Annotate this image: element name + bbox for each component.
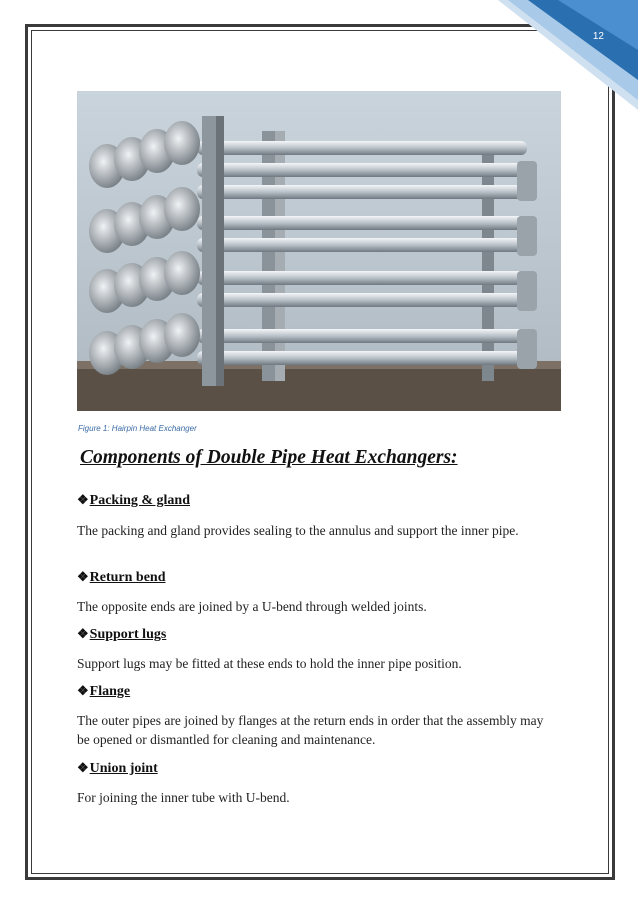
section-title-support-lugs: ❖Support lugs (77, 626, 167, 642)
page-number: 12 (592, 31, 604, 42)
section-title-return-bend: ❖Return bend (77, 569, 166, 585)
diamond-bullet-icon: ❖ (77, 626, 89, 641)
section-heading: Components of Double Pipe Heat Exchangers: (80, 447, 458, 468)
diamond-bullet-icon: ❖ (77, 760, 89, 775)
figure-caption: Figure 1: Hairpin Heat Exchanger (78, 424, 197, 433)
diamond-bullet-icon: ❖ (77, 569, 89, 584)
section-title-flange: ❖Flange (77, 683, 131, 699)
section-body-union-joint: For joining the inner tube with U-bend. (77, 790, 290, 805)
section-body-packing-gland: The packing and gland provides sealing to the annulus and support the inner pipe. (77, 523, 519, 538)
section-body-support-lugs: Support lugs may be fitted at these ends to hold the inner pipe position. (77, 656, 462, 671)
section-body-return-bend: The opposite ends are joined by a U-bend through welded joints. (77, 599, 427, 614)
section-body-flange: The outer pipes are joined by flanges at the return ends in order that the assembly may be opened or dismantled for cleaning and maintenance. (77, 713, 544, 747)
diamond-bullet-icon: ❖ (77, 683, 89, 698)
section-title-union-joint: ❖Union joint (77, 760, 158, 776)
section-title-packing-gland: ❖Packing & gland (77, 492, 191, 508)
diamond-bullet-icon: ❖ (77, 492, 89, 507)
heat-exchanger-photo (77, 91, 561, 411)
